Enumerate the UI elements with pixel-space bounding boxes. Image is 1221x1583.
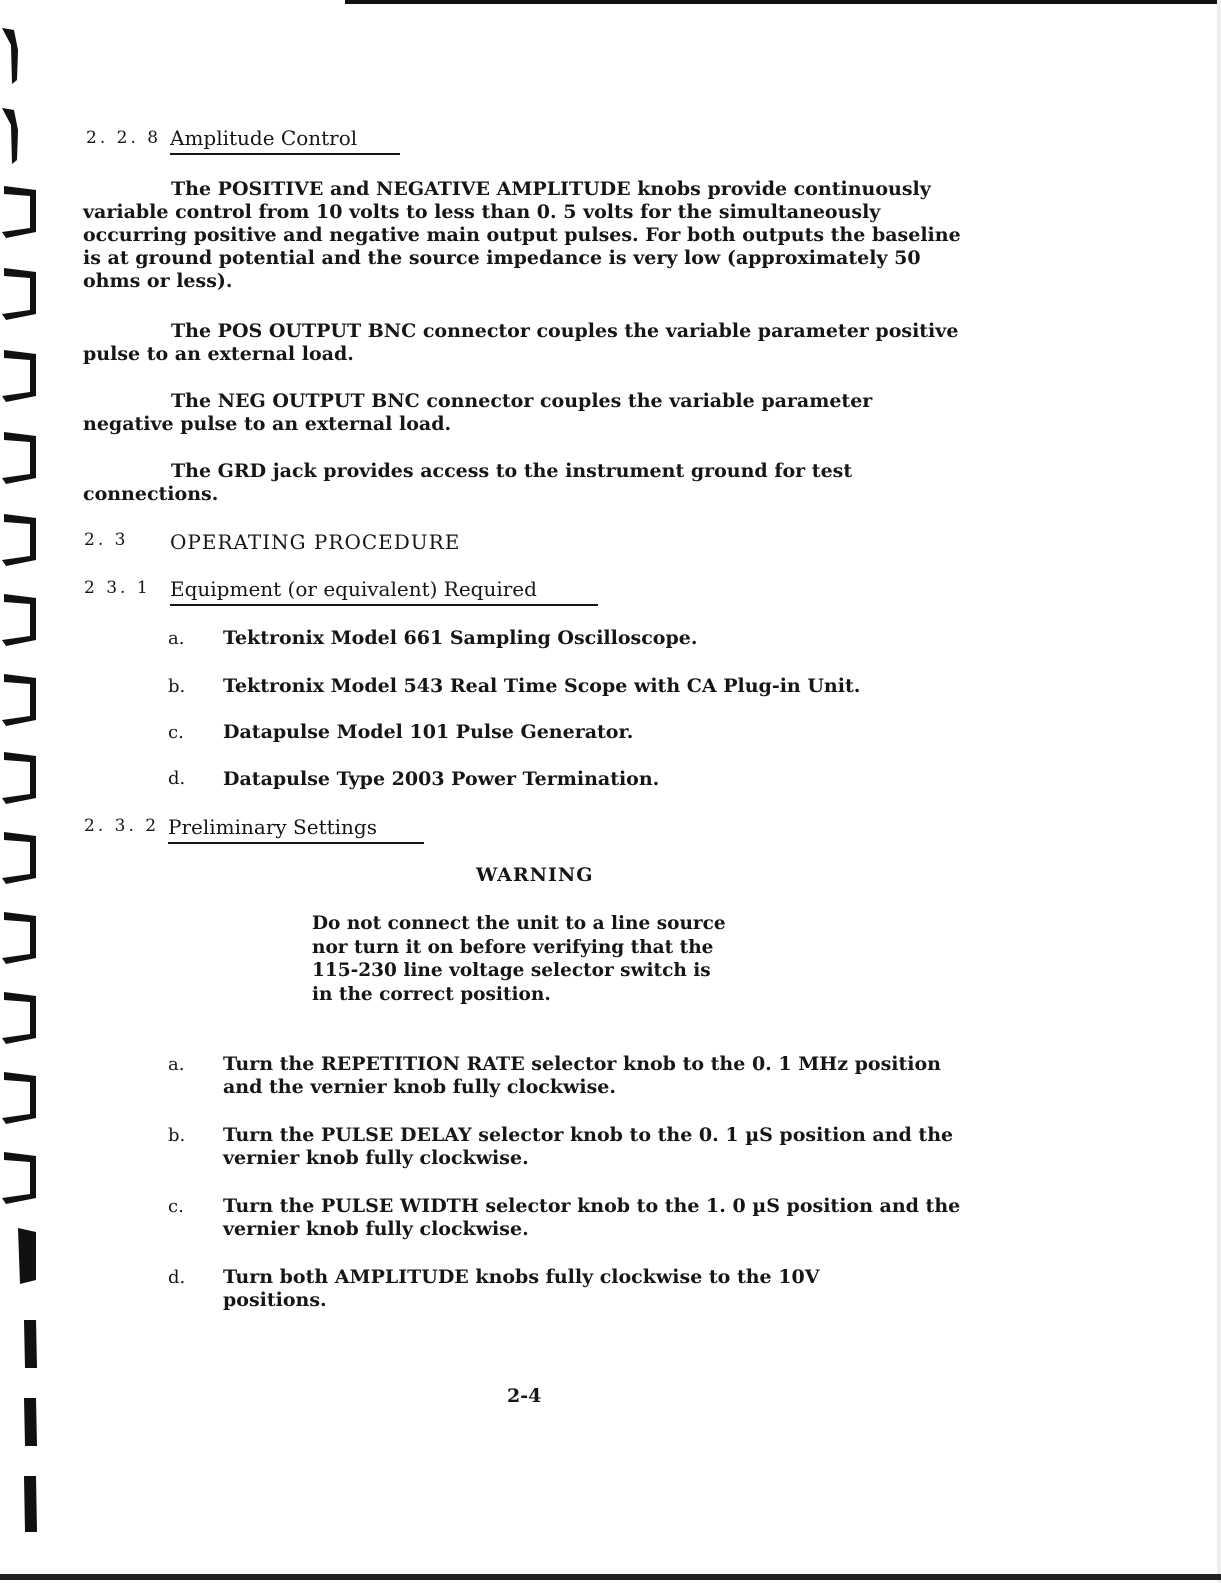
section-title-operating-procedure: OPERATING PROCEDURE xyxy=(170,530,461,554)
section-number-2-3: 2. 3 xyxy=(84,530,129,550)
paragraph-pos-output-text: The POS OUTPUT BNC connector couples the variable parameter positive pulse to an external load. xyxy=(83,320,959,365)
paragraph-amplitude-knobs-text: The POSITIVE and NEGATIVE AMPLITUDE knobs provide continuously variable control from 10 volts to less than 0. 5 volts for the simultaneously occurring positive and negative main output pulses. For both outputs the baseline is at ground potential and the source impedance is very low (approximately 50 ohms or less). xyxy=(83,178,961,292)
section-title-equipment-required: Equipment (or equivalent) Required xyxy=(170,577,598,606)
settings-item-a-letter: a. xyxy=(168,1054,185,1075)
settings-item-a-text: Turn the REPETITION RATE selector knob to the 0. 1 MHz position and the vernier knob fully clockwise. xyxy=(223,1053,941,1098)
equipment-item-c-letter: c. xyxy=(168,722,184,743)
scan-bottom-rule xyxy=(0,1574,1221,1580)
equipment-item-c-text: Datapulse Model 101 Pulse Generator. xyxy=(223,721,634,743)
equipment-item-d-letter: d. xyxy=(168,768,186,789)
scan-top-rule xyxy=(345,0,1221,4)
equipment-item-d-text: Datapulse Type 2003 Power Termination. xyxy=(223,768,660,790)
paragraph-amplitude-knobs xyxy=(83,178,968,293)
scan-right-edge xyxy=(1217,0,1221,1583)
settings-item-d-letter: d. xyxy=(168,1267,186,1288)
settings-item-c-text: Turn the PULSE WIDTH selector knob to the 1. 0 µS position and the vernier knob fully clockwise. xyxy=(223,1195,961,1240)
equipment-item-a-text: Tektronix Model 661 Sampling Oscilloscope. xyxy=(223,627,698,649)
page-number: 2-4 xyxy=(507,1385,542,1407)
paragraph-neg-output xyxy=(83,390,968,436)
section-number-2-3-2: 2. 3. 2 xyxy=(84,816,160,836)
settings-item-b-text: Turn the PULSE DELAY selector knob to the 0. 1 µS position and the vernier knob fully clockwise. xyxy=(223,1124,954,1169)
equipment-item-b-letter: b. xyxy=(168,676,186,697)
paragraph-grd-jack-text: The GRD jack provides access to the instrument ground for test connections. xyxy=(83,460,853,505)
equipment-item-b-text: Tektronix Model 543 Real Time Scope with CA Plug-in Unit. xyxy=(223,675,861,697)
section-number-2-2-8: 2. 2. 8 xyxy=(86,128,162,148)
paragraph-grd-jack xyxy=(83,460,968,506)
paragraph-neg-output-text: The NEG OUTPUT BNC connector couples the variable parameter negative pulse to an external load. xyxy=(83,390,873,435)
paragraph-pos-output xyxy=(83,320,968,366)
section-title-amplitude-control: Amplitude Control xyxy=(170,126,400,155)
section-number-2-3-1: 2 3. 1 xyxy=(84,578,151,598)
settings-item-c-letter: c. xyxy=(168,1196,184,1217)
section-title-preliminary-settings: Preliminary Settings xyxy=(168,815,424,844)
settings-item-d-text: Turn both AMPLITUDE knobs fully clockwise to the 10V positions. xyxy=(223,1266,820,1311)
settings-item-b-letter: b. xyxy=(168,1125,186,1146)
warning-text: Do not connect the unit to a line source nor turn it on before verifying that the 115-230 line voltage selector switch is in the correct position. xyxy=(312,913,726,1005)
binder-holes-graphic xyxy=(0,0,60,1583)
warning-title: WARNING xyxy=(476,864,594,886)
equipment-item-a-letter: a. xyxy=(168,628,185,649)
